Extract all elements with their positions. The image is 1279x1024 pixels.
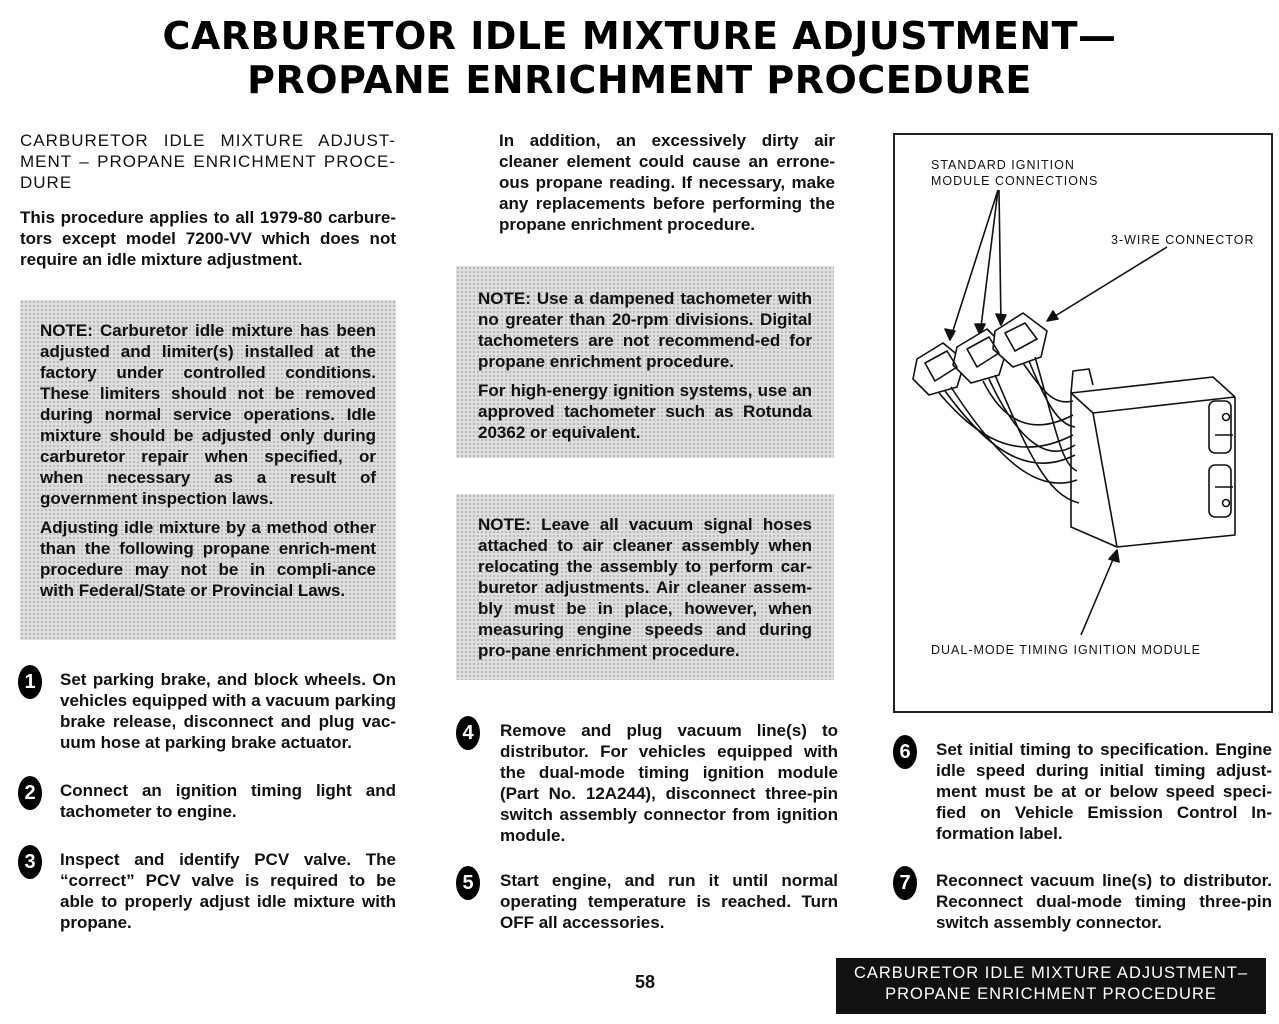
note-paragraph: NOTE: Use a dampened tachometer with no greater than 20-rpm divisions. Digital tachometers are not recommend-ed for propane enrichment procedure. <box>478 289 812 371</box>
step-number-badge: 7 <box>893 866 917 900</box>
step-text: Set initial timing to specification. Engine idle speed during initial timing adjust-ment must be at or below speed speci-fied on Vehicle Emission Control In-formation label. <box>936 740 1272 843</box>
section-heading: CARBURETOR IDLE MIXTURE ADJUST-MENT – PROPANE ENRICHMENT PROCE-DURE <box>20 131 396 192</box>
left-column <box>20 130 396 270</box>
page-title-line-2: PROPANE ENRICHMENT PROCEDURE <box>247 58 1032 102</box>
step-text: Remove and plug vacuum line(s) to distributor. For vehicles equipped with the dual-mode timing ignition module (Part No. 12A244), disconnect three-pin switch assembly connector from ignition module. <box>500 721 838 845</box>
note-box-idle-mixture <box>20 300 396 640</box>
step-text: Connect an ignition timing light and tachometer to engine. <box>60 781 396 821</box>
step-number-badge: 2 <box>18 776 42 810</box>
middle-column <box>499 130 835 235</box>
note-box-vacuum-hoses <box>456 494 834 680</box>
note-paragraph: NOTE: Leave all vacuum signal hoses attached to air cleaner assembly when relocating the assembly to perform car-buretor adjustments. Air cleaner assem-bly must be in place, however, when measuring engine speeds and during pro-pane enrichment procedure. <box>478 515 812 660</box>
step-text: Inspect and identify PCV valve. The “correct” PCV valve is required to be able to properly adjust idle mixture with propane. <box>60 850 396 932</box>
step-number-badge: 4 <box>456 716 480 750</box>
page-title <box>0 14 1279 102</box>
ignition-module-figure <box>893 133 1273 713</box>
note-box-tachometer <box>456 266 834 458</box>
step-number-badge: 5 <box>456 866 480 900</box>
footer-section-tab <box>836 958 1266 1014</box>
footer-tab-line-1: CARBURETOR IDLE MIXTURE ADJUSTMENT– <box>853 964 1249 982</box>
figure-label-dual-mode-module: DUAL-MODE TIMING IGNITION MODULE <box>931 643 1201 657</box>
note-paragraph: Adjusting idle mixture by a method other than the following propane enrich-ment procedure may not be in compli-ance with Federal/State or Provincial Laws. <box>40 518 376 600</box>
step-number-badge: 6 <box>893 735 917 769</box>
figure-label-standard-connections: STANDARD IGNITION MODULE CONNECTIONS <box>931 158 1099 188</box>
step-text: Set parking brake, and block wheels. On vehicles equipped with a vacuum parking brake release, disconnect and plug vac-uum hose at parking brake actuator. <box>60 670 396 752</box>
intro-paragraph: This procedure applies to all 1979-80 carbure-tors except model 7200-VV which does not require an idle mixture adjustment. <box>20 208 396 269</box>
middle-intro-paragraph: In addition, an excessively dirty air cleaner element could cause an errone-ous propane reading. If necessary, make any replacements before performing the propane enrichment procedure. <box>499 131 835 234</box>
page-number: 58 <box>634 972 656 992</box>
step-number-badge: 3 <box>18 845 42 879</box>
step-text: Reconnect vacuum line(s) to distributor. Reconnect dual-mode timing three-pin switch assembly connector. <box>936 871 1272 932</box>
footer-tab-line-2: PROPANE ENRICHMENT PROCEDURE <box>885 985 1217 1003</box>
note-paragraph: For high-energy ignition systems, use an approved tachometer such as Rotunda 20362 or equivalent. <box>478 381 812 442</box>
figure-label-3-wire-connector: 3-WIRE CONNECTOR <box>1111 233 1255 247</box>
page-title-line-1: CARBURETOR IDLE MIXTURE ADJUSTMENT— <box>162 14 1117 58</box>
step-number-badge: 1 <box>18 665 42 699</box>
note-paragraph: NOTE: Carburetor idle mixture has been adjusted and limiter(s) installed at the factory under controlled conditions. These limiters should not be removed during normal service operations. Idle mixture should be adjusted only during carburetor repair when specified, or when necessary as a result of government inspection laws. <box>40 321 376 508</box>
ignition-module-illustration <box>895 135 1271 711</box>
step-text: Start engine, and run it until normal operating temperature is reached. Turn OFF all accessories. <box>500 871 838 932</box>
